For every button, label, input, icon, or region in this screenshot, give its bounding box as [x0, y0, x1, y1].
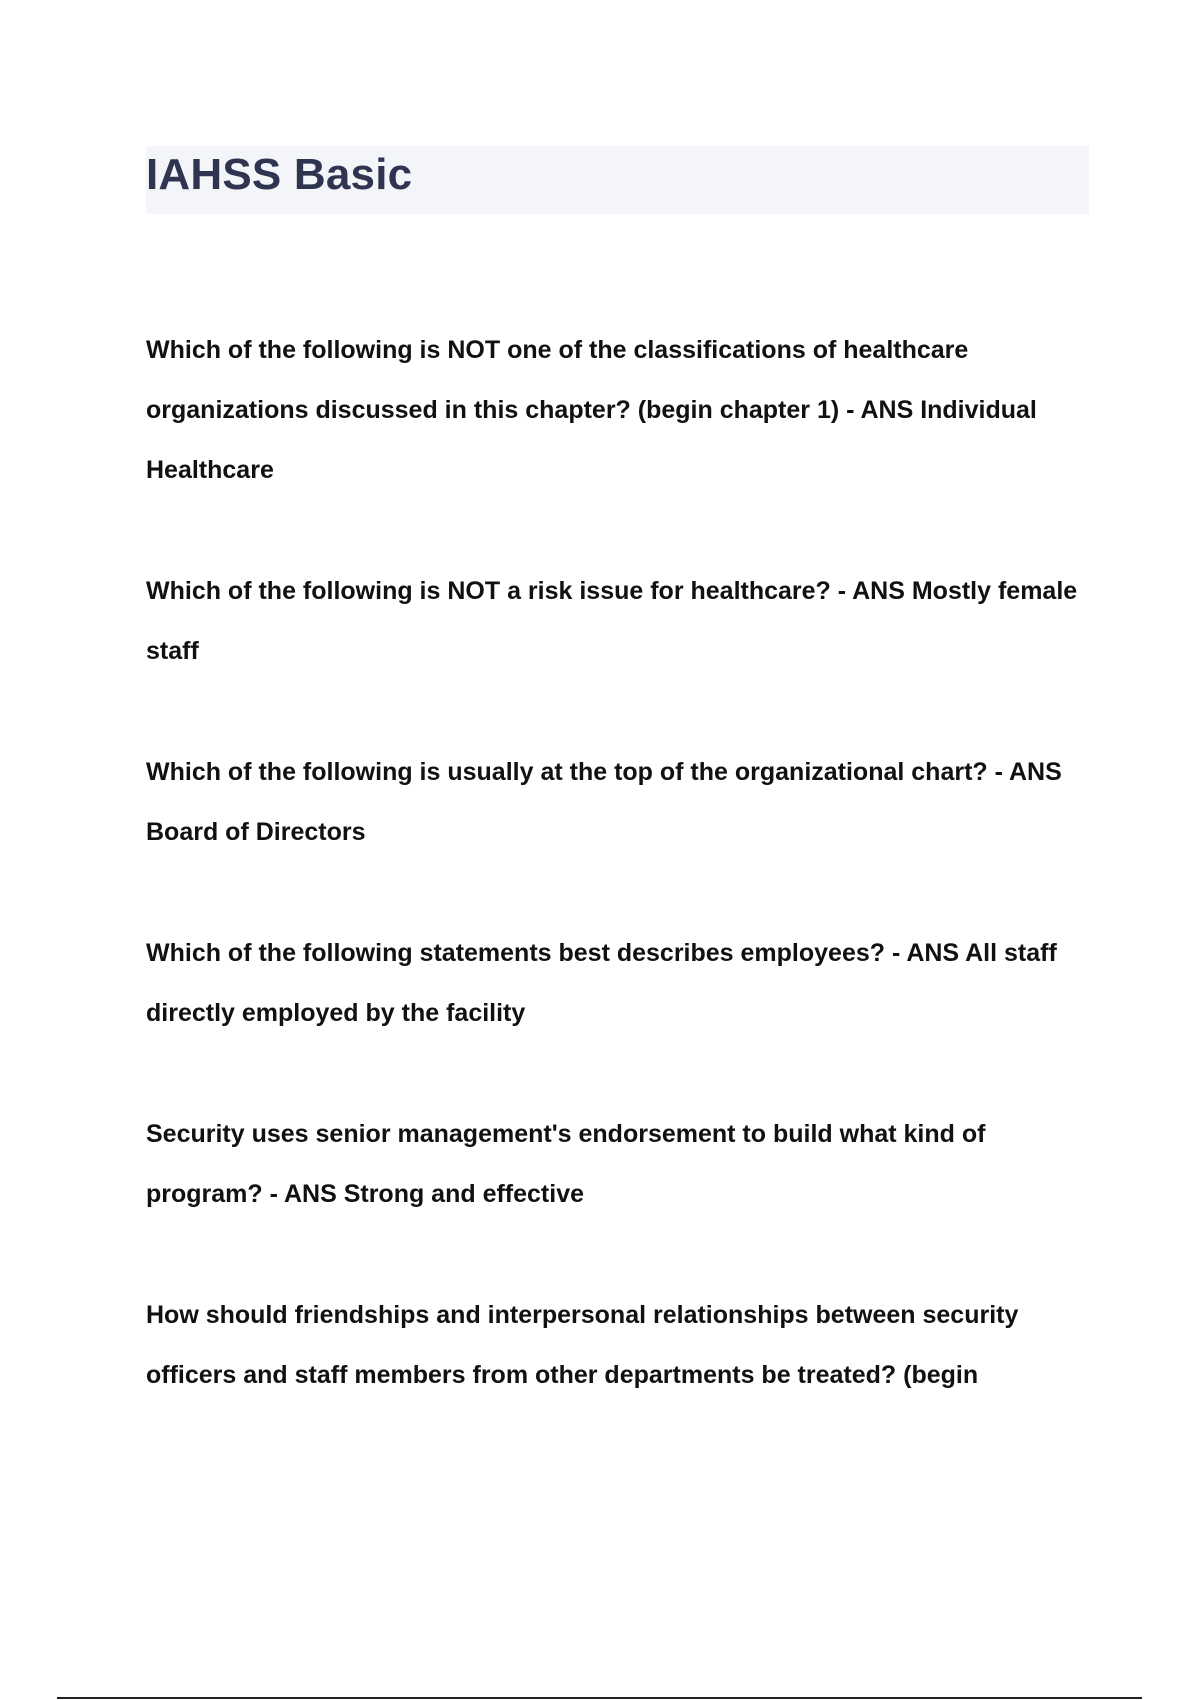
title-banner [146, 146, 1089, 214]
qa-item: How should friendships and interpersonal relationships between security officers and staff members from other departments be treated? (begin [146, 1301, 1019, 1389]
qa-item: Which of the following statements best describes employees? - ANS All staff directly employed by the facility [146, 939, 1057, 1027]
qa-list [146, 320, 1096, 1466]
qa-item: Which of the following is NOT one of the classifications of healthcare organizations discussed in this chapter? (begin chapter 1) - ANS Individual Healthcare [146, 336, 1037, 484]
qa-item: Which of the following is usually at the top of the organizational chart? - ANS Board of Directors [146, 758, 1062, 846]
qa-item: Security uses senior management's endorsement to build what kind of program? - ANS Strong and effective [146, 1120, 986, 1208]
qa-item: Which of the following is NOT a risk issue for healthcare? - ANS Mostly female staff [146, 577, 1078, 665]
footer-divider [57, 1697, 1142, 1699]
page-title: IAHSS Basic [146, 150, 413, 199]
